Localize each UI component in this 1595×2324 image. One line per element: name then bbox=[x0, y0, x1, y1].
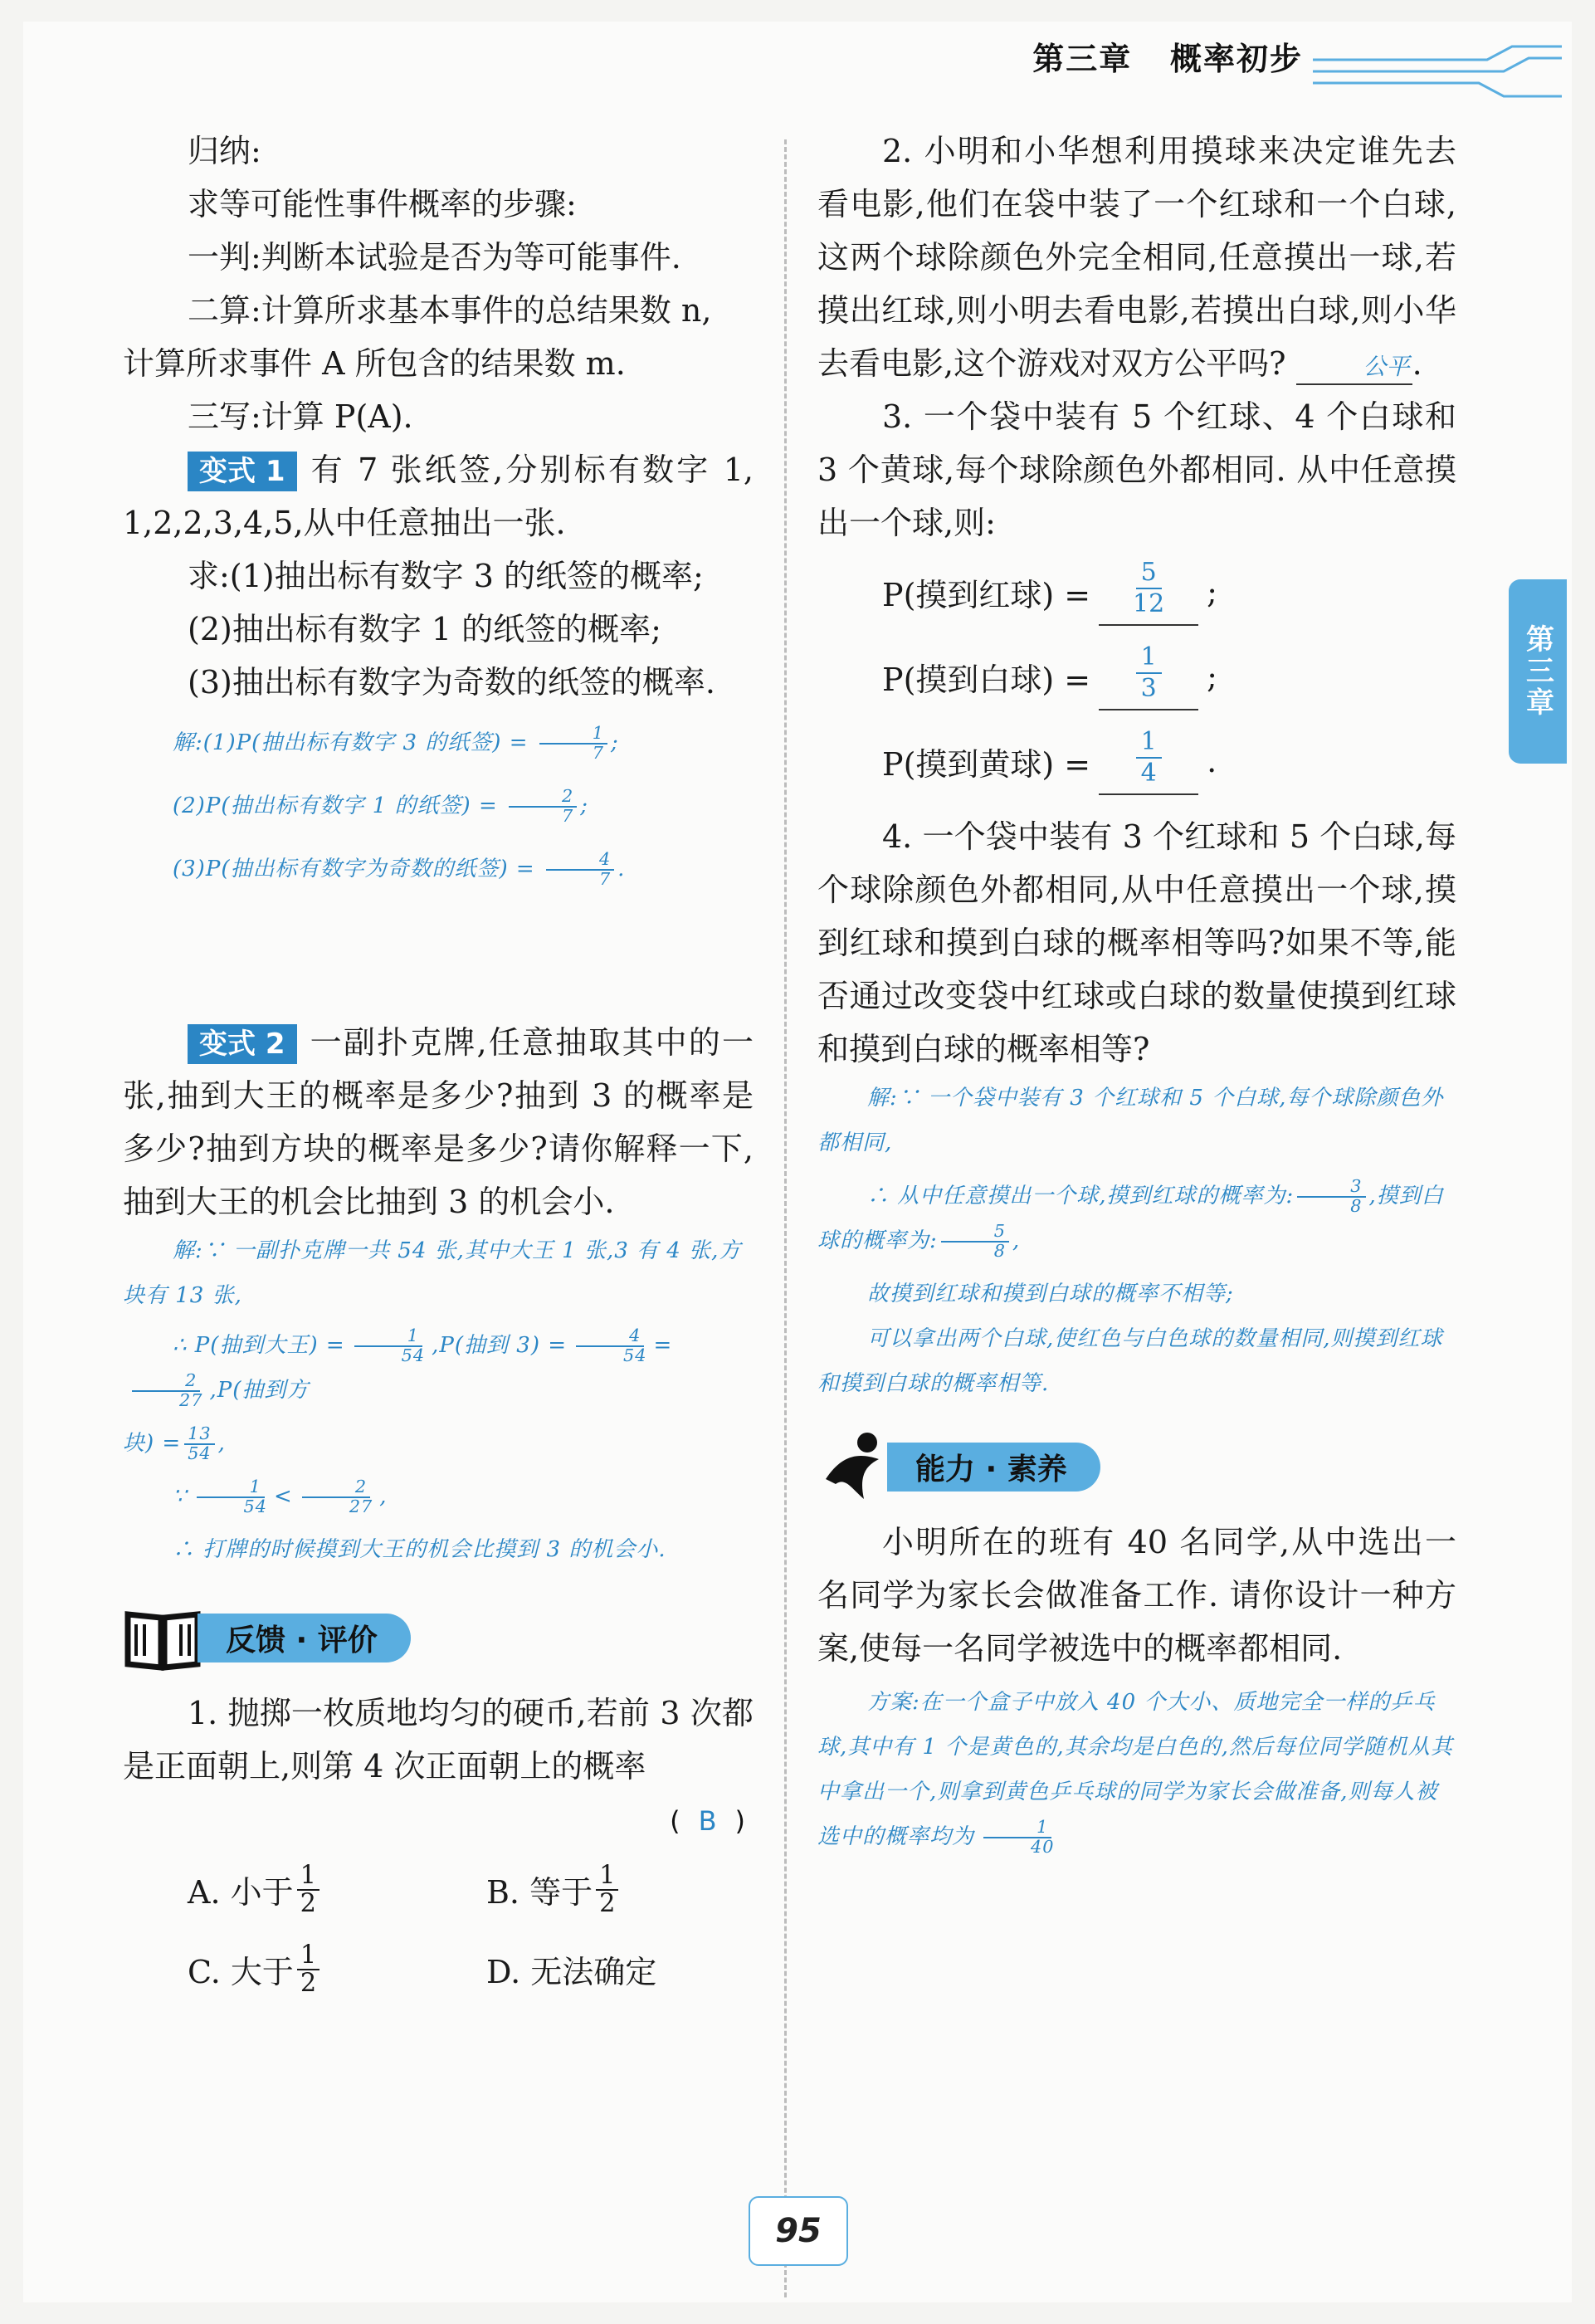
summary-line: 一判:判断本试验是否为等可能事件. bbox=[188, 239, 681, 276]
variant2-text: 一副扑克牌,任意抽取其中的一张,抽到大王的概率是多少?抽到 3 的概率是多少?抽到方块的概率是多少?请你解释一下,抽到大王的机会比抽到 3 的机会小. bbox=[123, 1024, 754, 1220]
page-number: 95 bbox=[749, 2196, 848, 2266]
choice-c[interactable]: C. 大于 $\frac{1}{2}$ bbox=[188, 1942, 486, 1997]
fraction: $\frac{2}{7}$ bbox=[509, 788, 577, 826]
choice-d[interactable]: D. 无法确定 bbox=[486, 1954, 657, 1991]
fraction: $\frac{5}{8}$ bbox=[941, 1223, 1009, 1261]
fraction: $\frac{4}{7}$ bbox=[546, 851, 614, 889]
fraction: $\frac{1}{40}$ bbox=[978, 1819, 1057, 1857]
variant1-q2: (2)抽出标有数字 1 的纸签的概率; bbox=[188, 611, 661, 647]
probability-row-yellow: P(摸到黄球) = $\frac{1}{4}$ . bbox=[817, 719, 1456, 803]
chapter-header bbox=[1032, 33, 1303, 79]
right-column bbox=[817, 124, 1456, 1859]
summary-line: 求等可能性事件概率的步骤: bbox=[188, 186, 577, 222]
variant2-solution-3: 块) = $\frac{13}{54}$ , bbox=[123, 1423, 226, 1463]
variant1-answer-3: (3)P(抽出标有数字为奇数的纸签) = $\frac{4}{7}$ . bbox=[173, 849, 626, 889]
ability-answer: 方案:在一个盒子中放入 40 个大小、质地完全一样的乒乓球,其中有 1 个是黄色的,其余均是白色的,然后每位同学随机从其中拿出一个,则拿到黄色乒乓球的同学为家长会做准备,则每人被选中的概率均为 $\frac{1}{40}$ bbox=[817, 1690, 1453, 1857]
fraction: $\frac{2}{27}$ bbox=[126, 1372, 206, 1410]
summary-line: 三写:计算 P(A). bbox=[188, 398, 413, 435]
choice-a[interactable]: A. 小于 $\frac{1}{2}$ bbox=[188, 1863, 486, 1917]
open-book-icon bbox=[123, 1604, 202, 1671]
choice-list bbox=[123, 1863, 754, 1997]
variant1-answer-2: (2)P(抽出标有数字 1 的纸签) = $\frac{2}{7}$ ; bbox=[173, 786, 588, 826]
feedback-section-header bbox=[123, 1600, 754, 1675]
question-2: 2. 小明和小华想利用摸球来决定谁先去看电影,他们在袋中装了一个红球和一个白球,这两个球除颜色外完全相同,任意摸出一球,若摸出红球,则小明去看电影,若摸出白球,则小华去看电影,这个游戏对双方公平吗? 公平. bbox=[817, 124, 1456, 390]
summary-line: 计算所求事件 A 所包含的结果数 m. bbox=[123, 345, 626, 382]
running-figure-icon bbox=[817, 1429, 892, 1504]
summary-line: 归纳: bbox=[188, 133, 261, 169]
chapter-side-tab[interactable]: 第三章 bbox=[1509, 579, 1567, 764]
fraction: $\frac{2}{27}$ bbox=[296, 1478, 376, 1516]
question-3: 3. 一个袋中装有 5 个红球、4 个白球和 3 个黄球,每个球除颜色外都相同. 从中任意摸出一个球,则: bbox=[817, 398, 1456, 541]
variant1-label: 变式 1 bbox=[188, 452, 297, 491]
fraction: $\frac{4}{54}$ bbox=[570, 1327, 650, 1365]
question-4-solution-1: 解:∵ 一个袋中装有 3 个红球和 5 个白球,每个球除颜色外都相同, bbox=[817, 1086, 1444, 1155]
ability-heading: 能力 · 素养 bbox=[887, 1443, 1100, 1492]
variant1-answer-1: 解:(1)P(抽出标有数字 3 的纸签) = $\frac{1}{7}$ ; bbox=[173, 723, 619, 763]
fraction: $\frac{1}{2}$ bbox=[596, 1863, 618, 1917]
variant1-text: 有 7 张纸签,分别标有数字 1, 1,2,2,3,4,5,从中任意抽出一张. bbox=[123, 452, 754, 541]
answer-bracket: ( B ) bbox=[670, 1805, 745, 1837]
answer-choice: B bbox=[698, 1805, 717, 1837]
summary-line: 二算:计算所求基本事件的总结果数 n, bbox=[188, 292, 712, 329]
question-4-solution-4: 可以拿出两个白球,使红色与白色球的数量相同,则摸到红球和摸到白球的概率相等. bbox=[817, 1326, 1443, 1396]
probability-row-white: P(摸到白球) = $\frac{1}{3}$ ; bbox=[817, 634, 1456, 719]
fraction: $\frac{1}{54}$ bbox=[349, 1327, 428, 1365]
ability-question: 小明所在的班有 40 名同学,从中选出一名同学为家长会做准备工作. 请你设计一种方案,使每一名同学被选中的概率都相同. bbox=[817, 1524, 1456, 1667]
variant2-solution-5: ∴ 打牌的时候摸到大王的机会比摸到 3 的机会小. bbox=[173, 1537, 666, 1562]
question-2-answer: 公平 bbox=[1296, 350, 1412, 385]
chapter-number: 第三章 bbox=[1032, 41, 1133, 77]
fraction: $\frac{1}{7}$ bbox=[539, 725, 607, 763]
answer-blank: $\frac{1}{4}$ bbox=[1099, 727, 1198, 795]
variant2-solution-2: ∴ P(抽到大王) = $\frac{1}{54}$ ,P(抽到 3) = $\frac{4}{54}$ = $\frac{2}{27}$ ,P(抽到方 bbox=[123, 1323, 754, 1413]
fraction: $\frac{3}{8}$ bbox=[1297, 1178, 1365, 1216]
header-decoration-lines bbox=[1313, 43, 1562, 106]
feedback-question-1: 1. 抛掷一枚质地均匀的硬币,若前 3 次都是正面朝上,则第 4 次正面朝上的概率 bbox=[123, 1695, 754, 1784]
variant1-q1: 求:(1)抽出标有数字 3 的纸签的概率; bbox=[188, 558, 704, 594]
probability-row-red: P(摸到红球) = $\frac{5}{12}$ ; bbox=[817, 549, 1456, 634]
fraction: $\frac{1}{2}$ bbox=[297, 1863, 319, 1917]
fraction: $\frac{13}{54}$ bbox=[184, 1425, 214, 1463]
question-4-solution-3: 故摸到红球和摸到白球的概率不相等; bbox=[867, 1282, 1234, 1306]
variant2-label: 变式 2 bbox=[188, 1024, 297, 1064]
answer-blank: $\frac{1}{3}$ bbox=[1099, 642, 1198, 710]
variant2-question bbox=[123, 1016, 754, 1228]
choice-b[interactable]: B. 等于 $\frac{1}{2}$ bbox=[486, 1863, 785, 1917]
fraction: $\frac{1}{54}$ bbox=[191, 1478, 271, 1516]
fraction: $\frac{1}{2}$ bbox=[297, 1942, 319, 1997]
question-4-solution-2: ∴ 从中任意摸出一个球,摸到红球的概率为: $\frac{3}{8}$ ,摸到白球的概率为: $\frac{5}{8}$ , bbox=[817, 1176, 1444, 1261]
left-column bbox=[123, 124, 754, 1997]
feedback-heading: 反馈 · 评价 bbox=[198, 1614, 411, 1662]
ability-section-header bbox=[817, 1429, 1456, 1504]
variant2-solution-4: ∵ $\frac{1}{54}$ < $\frac{2}{27}$ , bbox=[173, 1477, 388, 1516]
question-4: 4. 一个袋中装有 3 个红球和 5 个白球,每个球除颜色外都相同,从中任意摸出一个球,摸到红球和摸到白球的概率相等吗?如果不等,能否通过改变袋中红球或白球的数量使摸到红球和摸到白球的概率相等? bbox=[817, 818, 1456, 1067]
chapter-title: 概率初步 bbox=[1169, 41, 1303, 77]
answer-blank: $\frac{5}{12}$ bbox=[1099, 558, 1198, 626]
variant2-solution-1: 解:∵ 一副扑克牌一共 54 张,其中大王 1 张,3 有 4 张,方块有 13 张, bbox=[123, 1238, 742, 1308]
variant1-q3: (3)抽出标有数字为奇数的纸签的概率. bbox=[188, 664, 715, 701]
variant1-question bbox=[123, 443, 754, 549]
